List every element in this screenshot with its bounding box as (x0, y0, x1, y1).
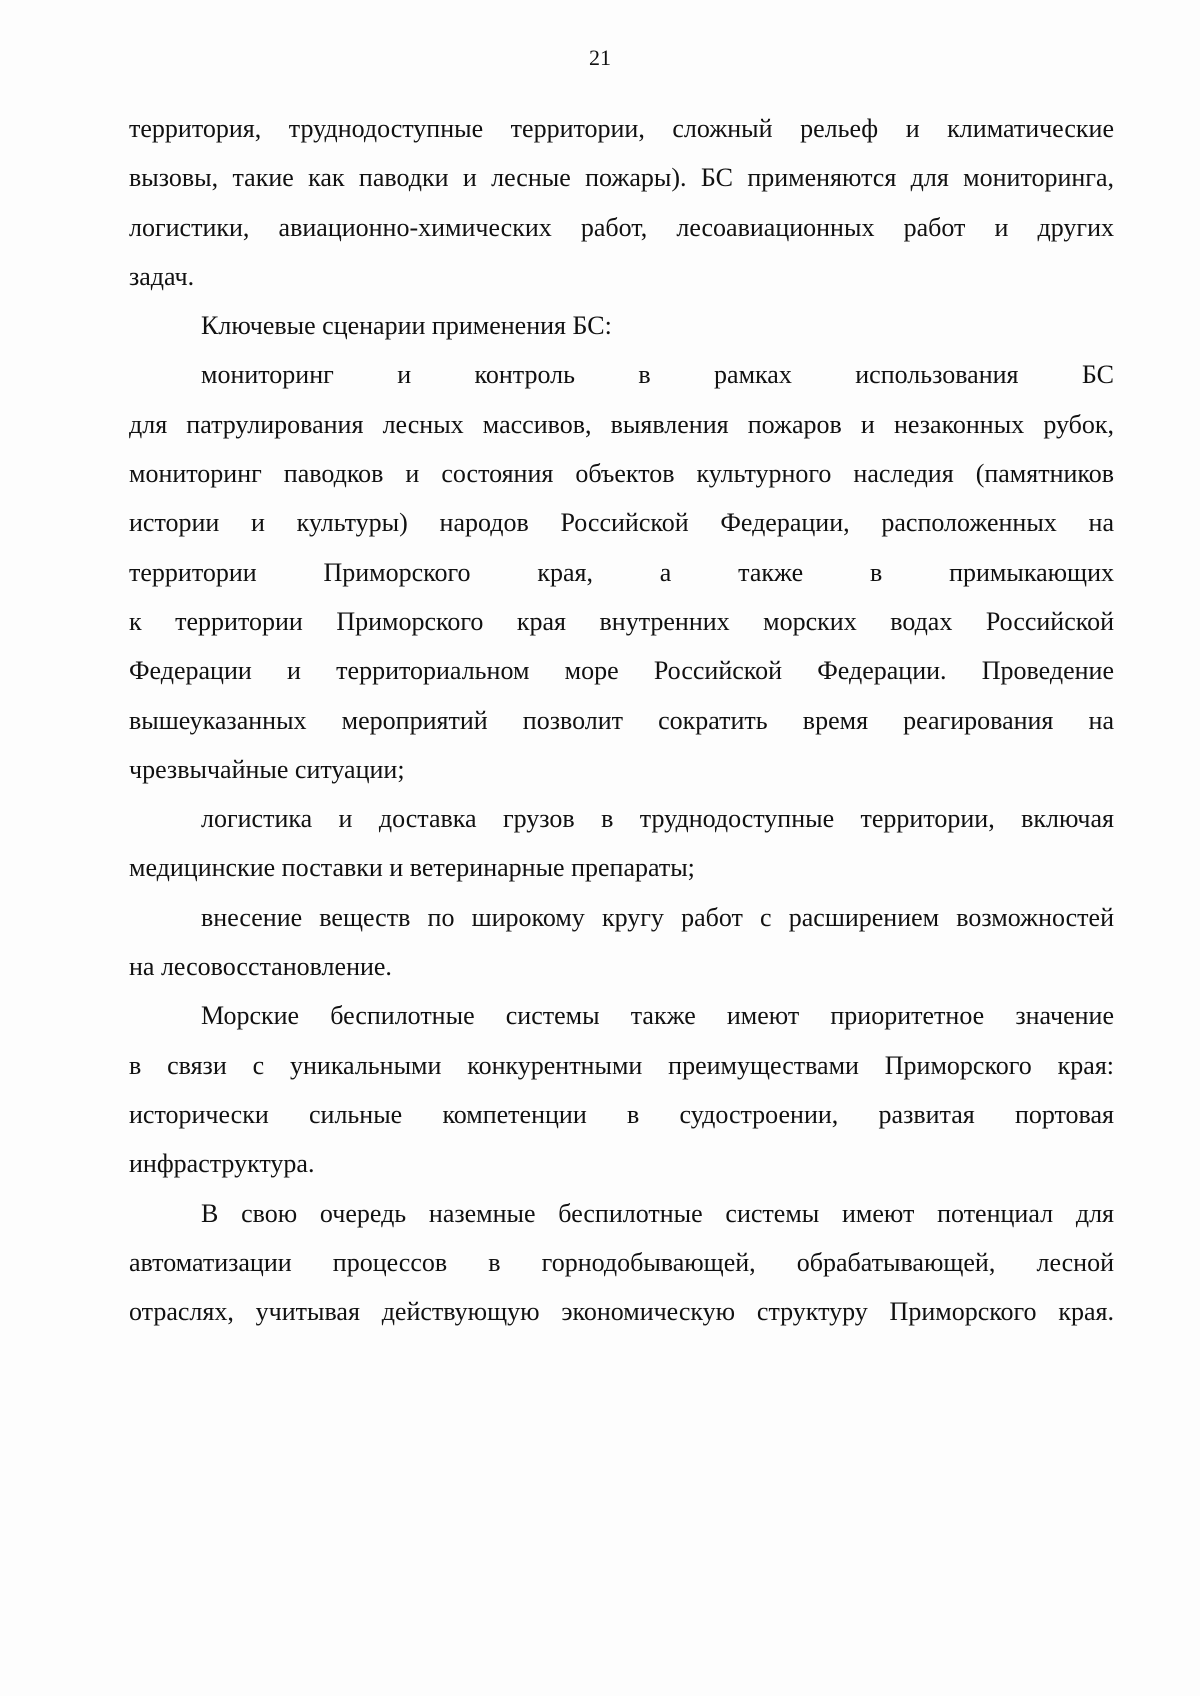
text-line: мониторинг и контроль в рамках использования БС (201, 360, 1114, 390)
text-line: вызовы, такие как паводки и лесные пожары). БС применяются для мониторинга, (129, 163, 1114, 193)
text-line: отраслях, учитывая действующую экономическую структуру Приморского края. (129, 1297, 1114, 1327)
text-line: медицинские поставки и ветеринарные препараты; (129, 853, 695, 883)
text-line: инфраструктура. (129, 1149, 315, 1179)
paragraph-marine-systems (129, 991, 1114, 1188)
text-line: вышеуказанных мероприятий позволит сократить время реагирования на (129, 705, 1114, 735)
paragraph-monitoring (129, 350, 1114, 794)
text-line: Федерации и территориальном море Российской Федерации. Проведение (129, 656, 1114, 686)
text-line: исторически сильные компетенции в судостроении, развитая портовая (129, 1099, 1114, 1129)
text-line: логистики, авиационно-химических работ, лесоавиационных работ и других (129, 212, 1114, 242)
text-line: Морские беспилотные системы также имеют приоритетное значение (201, 1001, 1114, 1031)
text-line: истории и культуры) народов Российской Федерации, расположенных на (129, 508, 1114, 538)
text-line: мониторинг паводков и состояния объектов культурного наследия (памятников (129, 459, 1114, 489)
paragraph-key-scenarios-heading (129, 301, 1114, 350)
page-number: 21 (589, 45, 611, 70)
text-line: Ключевые сценарии применения БС: (201, 311, 612, 341)
body-text (129, 104, 1114, 1336)
paragraph-intro-continuation (129, 104, 1114, 301)
text-line: на лесовосстановление. (129, 952, 392, 982)
paragraph-logistics (129, 794, 1114, 893)
text-line: в связи с уникальными конкурентными преимуществами Приморского края: (129, 1050, 1114, 1080)
text-line: чрезвычайные ситуации; (129, 754, 405, 784)
text-line: задач. (129, 261, 195, 291)
text-line: территория, труднодоступные территории, сложный рельеф и климатические (129, 114, 1114, 143)
text-line: территории Приморского края, а также в примыкающих (129, 557, 1114, 587)
text-line: логистика и доставка грузов в труднодоступные территории, включая (201, 804, 1114, 834)
text-line: В свою очередь наземные беспилотные системы имеют потенциал для (201, 1198, 1114, 1228)
text-line: для патрулирования лесных массивов, выявления пожаров и незаконных рубок, (129, 409, 1114, 439)
paragraph-ground-systems (129, 1189, 1114, 1337)
text-line: автоматизации процессов в горнодобывающей, обрабатывающей, лесной (129, 1247, 1114, 1277)
text-line: внесение веществ по широкому кругу работ с расширением возможностей (201, 902, 1114, 932)
paragraph-reforestation (129, 893, 1114, 992)
text-line: к территории Приморского края внутренних морских водах Российской (129, 606, 1114, 636)
